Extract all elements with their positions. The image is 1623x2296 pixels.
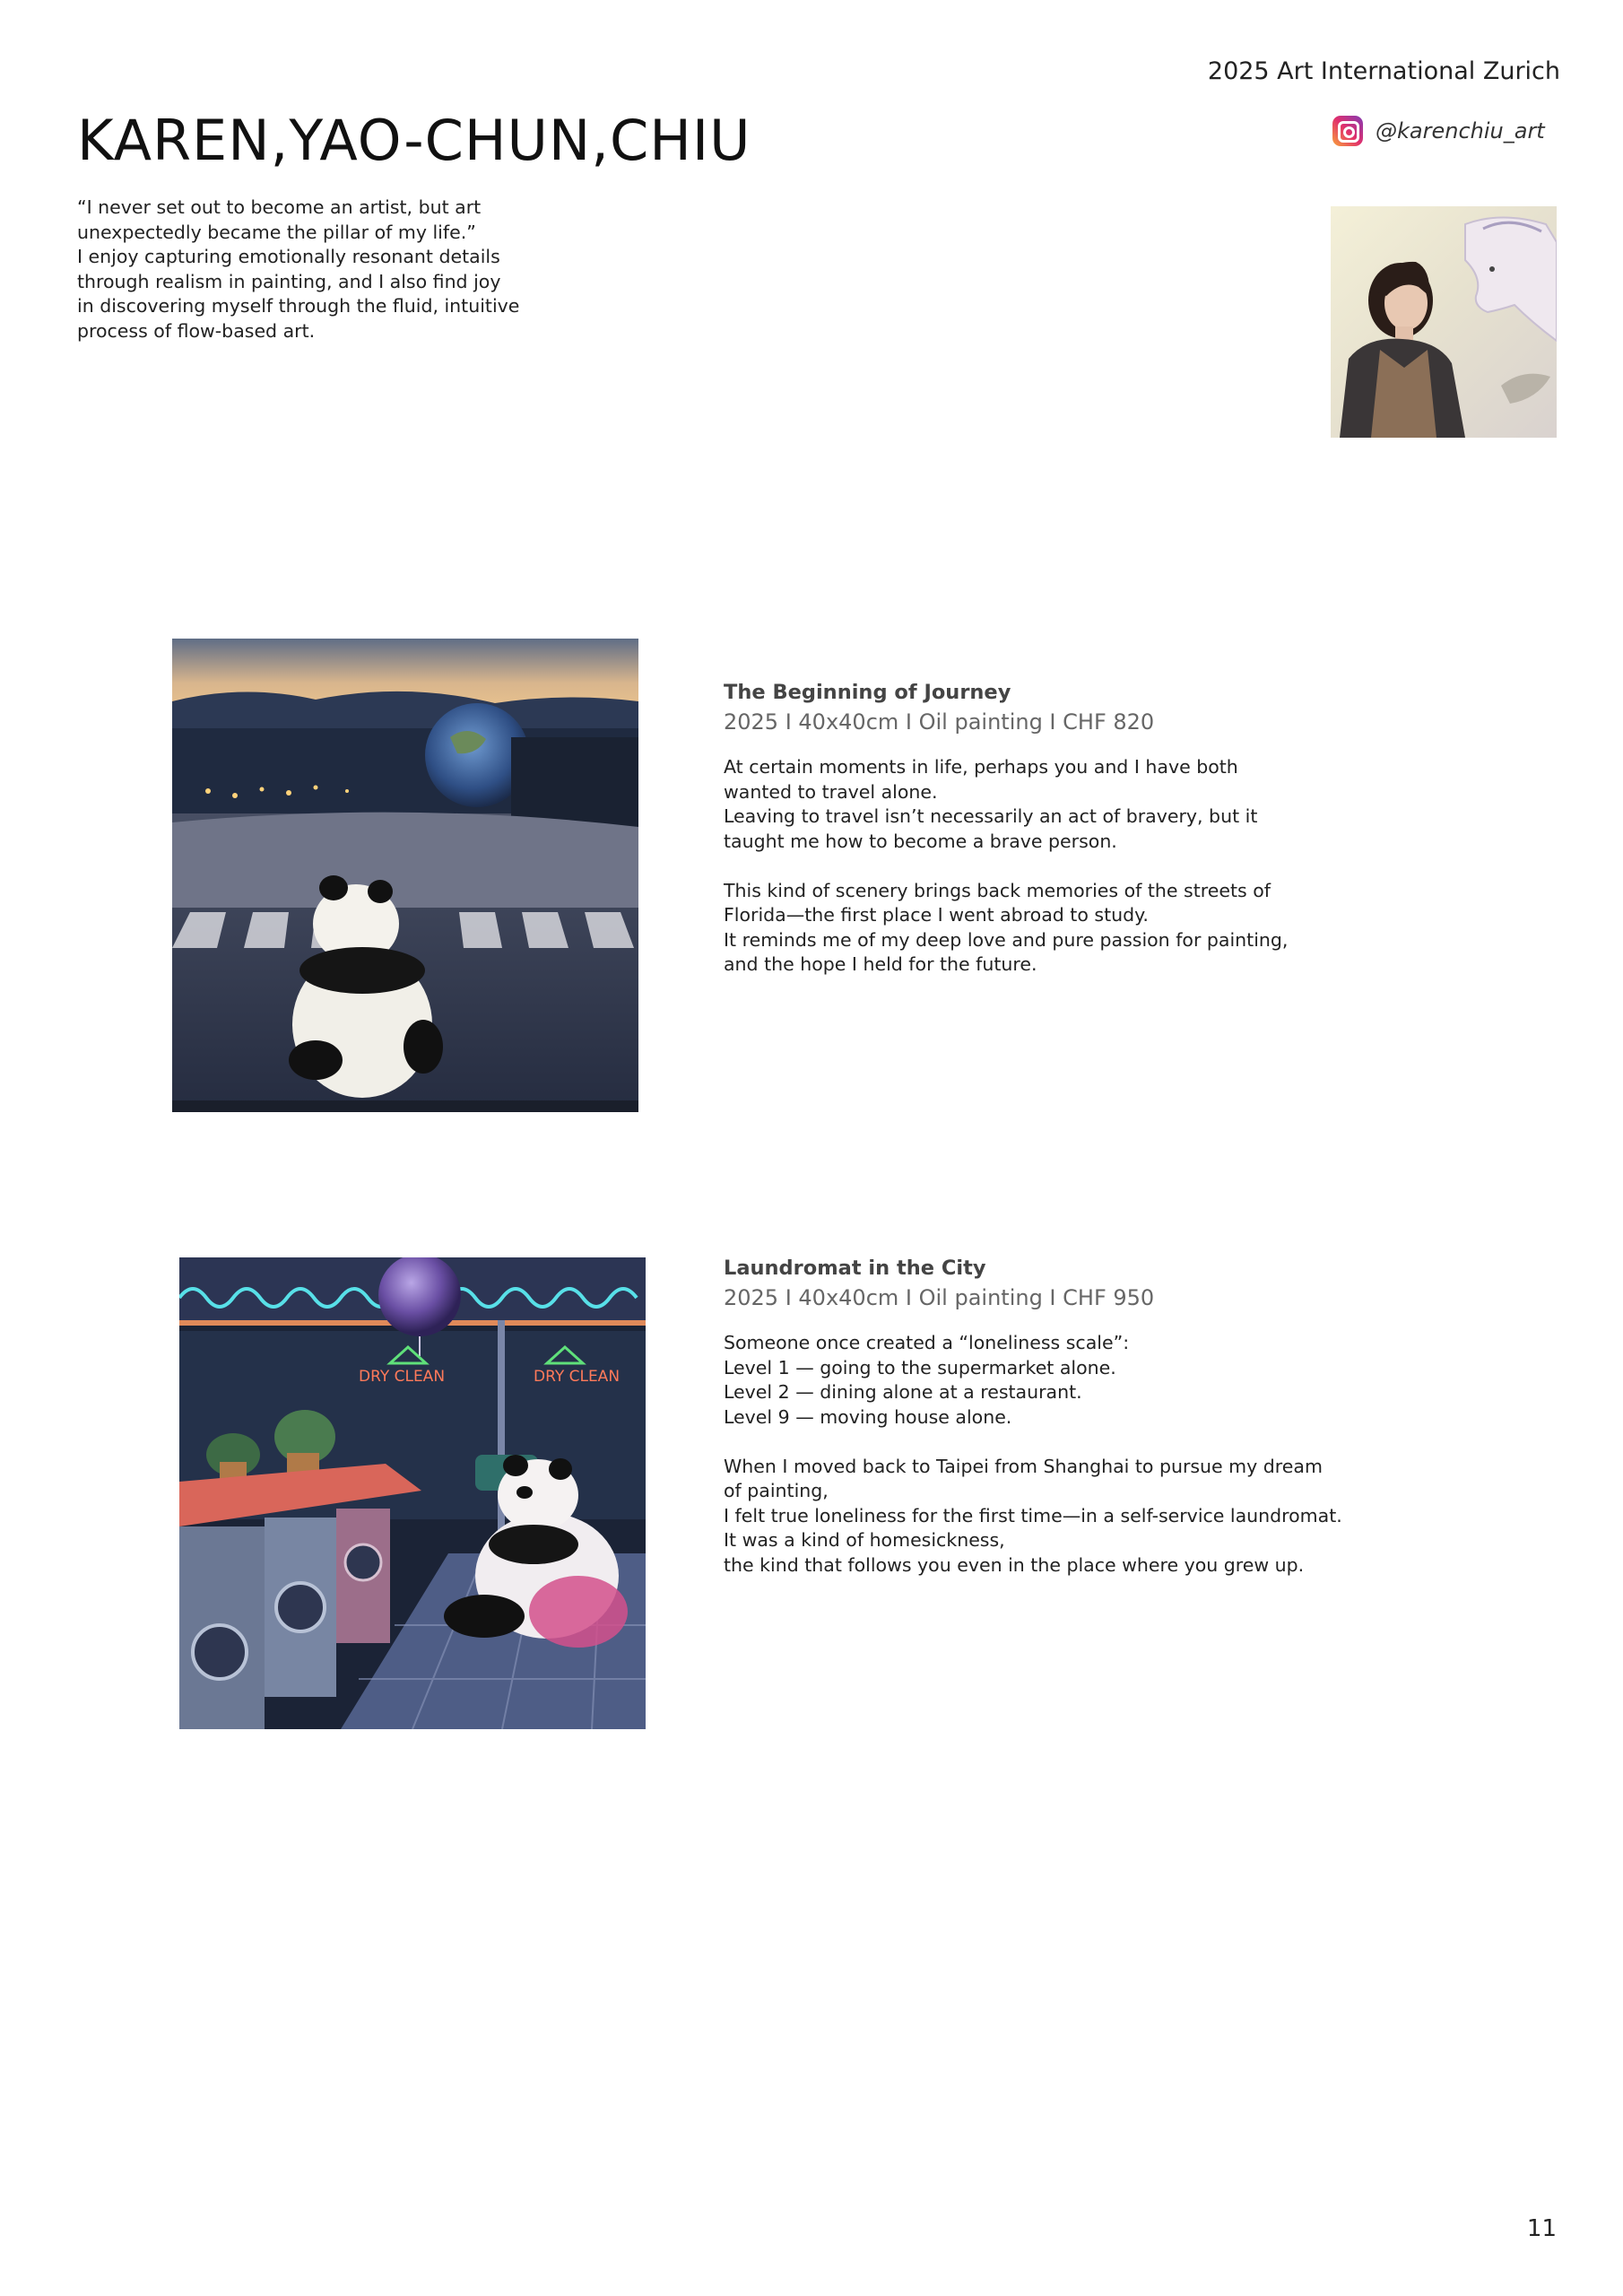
paragraph-line: Leaving to travel isn’t necessarily an act of bravery, but it bbox=[724, 805, 1258, 827]
artwork-image-beginning-of-journey bbox=[172, 639, 638, 1112]
artwork-meta: 2025 I 40x40cm I Oil painting I CHF 950 bbox=[724, 1285, 1155, 1310]
paragraph-line: At certain moments in life, perhaps you and I have both bbox=[724, 756, 1238, 778]
paragraph-line: Someone once created a “loneliness scale”: bbox=[724, 1332, 1130, 1353]
artwork-image-laundromat-in-the-city bbox=[179, 1257, 646, 1729]
artwork-meta: 2025 I 40x40cm I Oil painting I CHF 820 bbox=[724, 709, 1155, 735]
paragraph-line: When I moved back to Taipei from Shanghai to pursue my dream bbox=[724, 1455, 1323, 1477]
paragraph-line: It reminds me of my deep love and pure passion for painting, bbox=[724, 928, 1289, 951]
paragraph-line: Level 9 — moving house alone. bbox=[724, 1405, 1012, 1428]
paragraph-line: Level 1 — going to the supermarket alone. bbox=[724, 1356, 1116, 1378]
neon-sign-left: DRY CLEAN bbox=[359, 1368, 446, 1386]
paragraph-line: taught me how to become a brave person. bbox=[724, 830, 1117, 852]
instagram-link[interactable] bbox=[1332, 115, 1545, 147]
page-number: 11 bbox=[1526, 2215, 1557, 2242]
artist-name: KAREN,YAO-CHUN,CHIU bbox=[77, 108, 751, 173]
artwork-title: The Beginning of Journey bbox=[724, 681, 1011, 704]
artwork-description-1 bbox=[724, 678, 1405, 978]
paragraph-line: the kind that follows you even in the place where you grew up. bbox=[724, 1553, 1305, 1576]
bio-line: through realism in painting, and I also find joy bbox=[77, 270, 501, 292]
paragraph-line: I felt true loneliness for the first time—in a self-service laundromat. bbox=[724, 1504, 1342, 1526]
paragraph-line: Florida—the first place I went abroad to study. bbox=[724, 904, 1149, 926]
paragraph-line: This kind of scenery brings back memories of the streets of bbox=[724, 879, 1271, 901]
paragraph-line: wanted to travel alone. bbox=[724, 780, 938, 803]
neon-sign-right: DRY CLEAN bbox=[534, 1368, 621, 1386]
artwork-description-2 bbox=[724, 1254, 1405, 1578]
portrait-illustration bbox=[1331, 206, 1557, 438]
bio-line: in discovering myself through the fluid, intuitive bbox=[77, 295, 520, 317]
instagram-icon bbox=[1332, 116, 1363, 146]
paragraph-line: of painting, bbox=[724, 1480, 829, 1501]
paragraph-line: and the hope I held for the future. bbox=[724, 953, 1037, 975]
paragraph-line: Level 2 — dining alone at a restaurant. bbox=[724, 1381, 1082, 1403]
bio-line: process of flow-based art. bbox=[77, 319, 316, 342]
bio-line: I enjoy capturing emotionally resonant details bbox=[77, 246, 500, 267]
instagram-handle: @karenchiu_art bbox=[1376, 118, 1545, 144]
artist-bio bbox=[77, 196, 543, 344]
artist-portrait bbox=[1331, 206, 1557, 438]
painting-illustration bbox=[179, 1257, 646, 1729]
bio-line: “I never set out to become an artist, but art bbox=[77, 196, 482, 218]
artwork-title: Laundromat in the City bbox=[724, 1257, 986, 1280]
bio-line: unexpectedly became the pillar of my life.” bbox=[77, 221, 476, 243]
event-title: 2025 Art International Zurich bbox=[1207, 57, 1560, 85]
paragraph-line: It was a kind of homesickness, bbox=[724, 1529, 1005, 1551]
painting-illustration bbox=[172, 639, 638, 1112]
